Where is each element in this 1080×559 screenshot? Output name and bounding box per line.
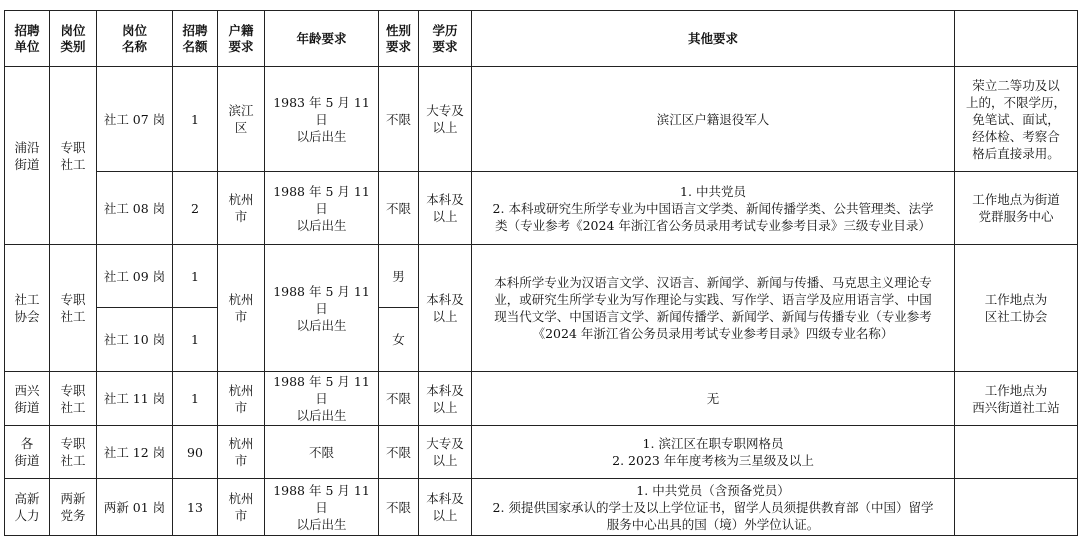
hukou-cell: 杭州 市 — [218, 372, 265, 426]
category-cell: 两新 党务 — [50, 479, 97, 536]
quota-cell: 1 — [173, 245, 218, 308]
table-row — [5, 172, 1078, 245]
header-quota: 招聘 名额 — [173, 11, 218, 67]
age-cell: 1988 年 5 月 11 日 以后出生 — [265, 172, 379, 245]
gender-cell: 不限 — [379, 67, 419, 172]
age-cell: 1988 年 5 月 11 日 以后出生 — [265, 479, 379, 536]
hukou-cell: 杭州 市 — [218, 172, 265, 245]
category-cell: 专职 社工 — [50, 372, 97, 426]
header-unit: 招聘 单位 — [5, 11, 50, 67]
unit-cell: 浦沿 街道 — [5, 67, 50, 245]
other-requirements-cell: 无 — [472, 372, 955, 426]
category-cell: 专职 社工 — [50, 426, 97, 479]
table-row — [5, 372, 1078, 426]
other-requirements-cell: 滨江区户籍退役军人 — [472, 67, 955, 172]
table-row — [5, 426, 1078, 479]
remark-cell — [955, 426, 1078, 479]
age-cell: 1988 年 5 月 11 日 以后出生 — [265, 245, 379, 372]
other-requirements-cell: 1. 滨江区在职专职网格员 2. 2023 年年度考核为三星级及以上 — [472, 426, 955, 479]
header-education: 学历 要求 — [419, 11, 472, 67]
post-cell: 社工 12 岗 — [97, 426, 173, 479]
table-row — [5, 479, 1078, 536]
post-cell: 社工 07 岗 — [97, 67, 173, 172]
quota-cell: 2 — [173, 172, 218, 245]
hukou-cell: 杭州 市 — [218, 245, 265, 372]
quota-cell: 90 — [173, 426, 218, 479]
gender-cell: 不限 — [379, 479, 419, 536]
header-age: 年龄要求 — [265, 11, 379, 67]
education-cell: 本科及 以上 — [419, 479, 472, 536]
age-cell: 1988 年 5 月 11 日 以后出生 — [265, 372, 379, 426]
header-remark — [955, 11, 1078, 67]
gender-cell: 女 — [379, 308, 419, 372]
post-cell: 社工 08 岗 — [97, 172, 173, 245]
gender-cell: 不限 — [379, 172, 419, 245]
header-row — [5, 11, 1078, 67]
unit-cell: 高新 人力 — [5, 479, 50, 536]
remark-cell: 工作地点为 西兴街道社工站 — [955, 372, 1078, 426]
quota-cell: 13 — [173, 479, 218, 536]
header-gender: 性别 要求 — [379, 11, 419, 67]
post-cell: 社工 11 岗 — [97, 372, 173, 426]
gender-cell: 不限 — [379, 426, 419, 479]
hukou-cell: 杭州 市 — [218, 479, 265, 536]
unit-cell: 各 街道 — [5, 426, 50, 479]
post-cell: 社工 09 岗 — [97, 245, 173, 308]
header-other: 其他要求 — [472, 11, 955, 67]
other-requirements-cell: 1. 中共党员 2. 本科或研究生所学专业为中国语言文学类、新闻传播学类、公共管理类、法学 类（专业参考《2024 年浙江省公务员录用考试专业参考目录》三级专业目录） — [472, 172, 955, 245]
other-requirements-cell: 1. 中共党员（含预备党员） 2. 须提供国家承认的学士及以上学位证书，留学人员须提供教育部（中国）留学 服务中心出具的国（境）外学位认证。 — [472, 479, 955, 536]
post-cell: 社工 10 岗 — [97, 308, 173, 372]
age-cell: 不限 — [265, 426, 379, 479]
remark-cell: 工作地点为 区社工协会 — [955, 245, 1078, 372]
age-cell: 1983 年 5 月 11 日 以后出生 — [265, 67, 379, 172]
education-cell: 本科及 以上 — [419, 172, 472, 245]
education-cell: 大专及 以上 — [419, 426, 472, 479]
gender-cell: 不限 — [379, 372, 419, 426]
education-cell: 大专及 以上 — [419, 67, 472, 172]
quota-cell: 1 — [173, 67, 218, 172]
education-cell: 本科及 以上 — [419, 372, 472, 426]
table-row — [5, 245, 1078, 308]
unit-cell: 社工 协会 — [5, 245, 50, 372]
other-requirements-cell: 本科所学专业为汉语言文学、汉语言、新闻学、新闻与传播、马克思主义理论专 业，或研究生所学专业为写作理论与实践、写作学、语言学及应用语言学、中国 现当代文学、中国语言文学、新闻传播学、新闻学、新闻与传播专业（专业参考 《2024 年浙江省公务员录用考试专业参考目录》四级专业名称） — [472, 245, 955, 372]
header-post-name: 岗位 名称 — [97, 11, 173, 67]
category-cell: 专职 社工 — [50, 67, 97, 245]
post-cell: 两新 01 岗 — [97, 479, 173, 536]
hukou-cell: 滨江 区 — [218, 67, 265, 172]
gender-cell: 男 — [379, 245, 419, 308]
remark-cell: 荣立二等功及以 上的，不限学历， 免笔试、面试， 经体检、考察合 格后直接录用。 — [955, 67, 1078, 172]
category-cell: 专职 社工 — [50, 245, 97, 372]
remark-cell — [955, 479, 1078, 536]
hukou-cell: 杭州 市 — [218, 426, 265, 479]
unit-cell: 西兴 街道 — [5, 372, 50, 426]
remark-cell: 工作地点为街道 党群服务中心 — [955, 172, 1078, 245]
education-cell: 本科及 以上 — [419, 245, 472, 372]
quota-cell: 1 — [173, 372, 218, 426]
table-row — [5, 67, 1078, 172]
header-hukou: 户籍 要求 — [218, 11, 265, 67]
header-category: 岗位 类别 — [50, 11, 97, 67]
quota-cell: 1 — [173, 308, 218, 372]
recruitment-table — [4, 10, 1078, 536]
